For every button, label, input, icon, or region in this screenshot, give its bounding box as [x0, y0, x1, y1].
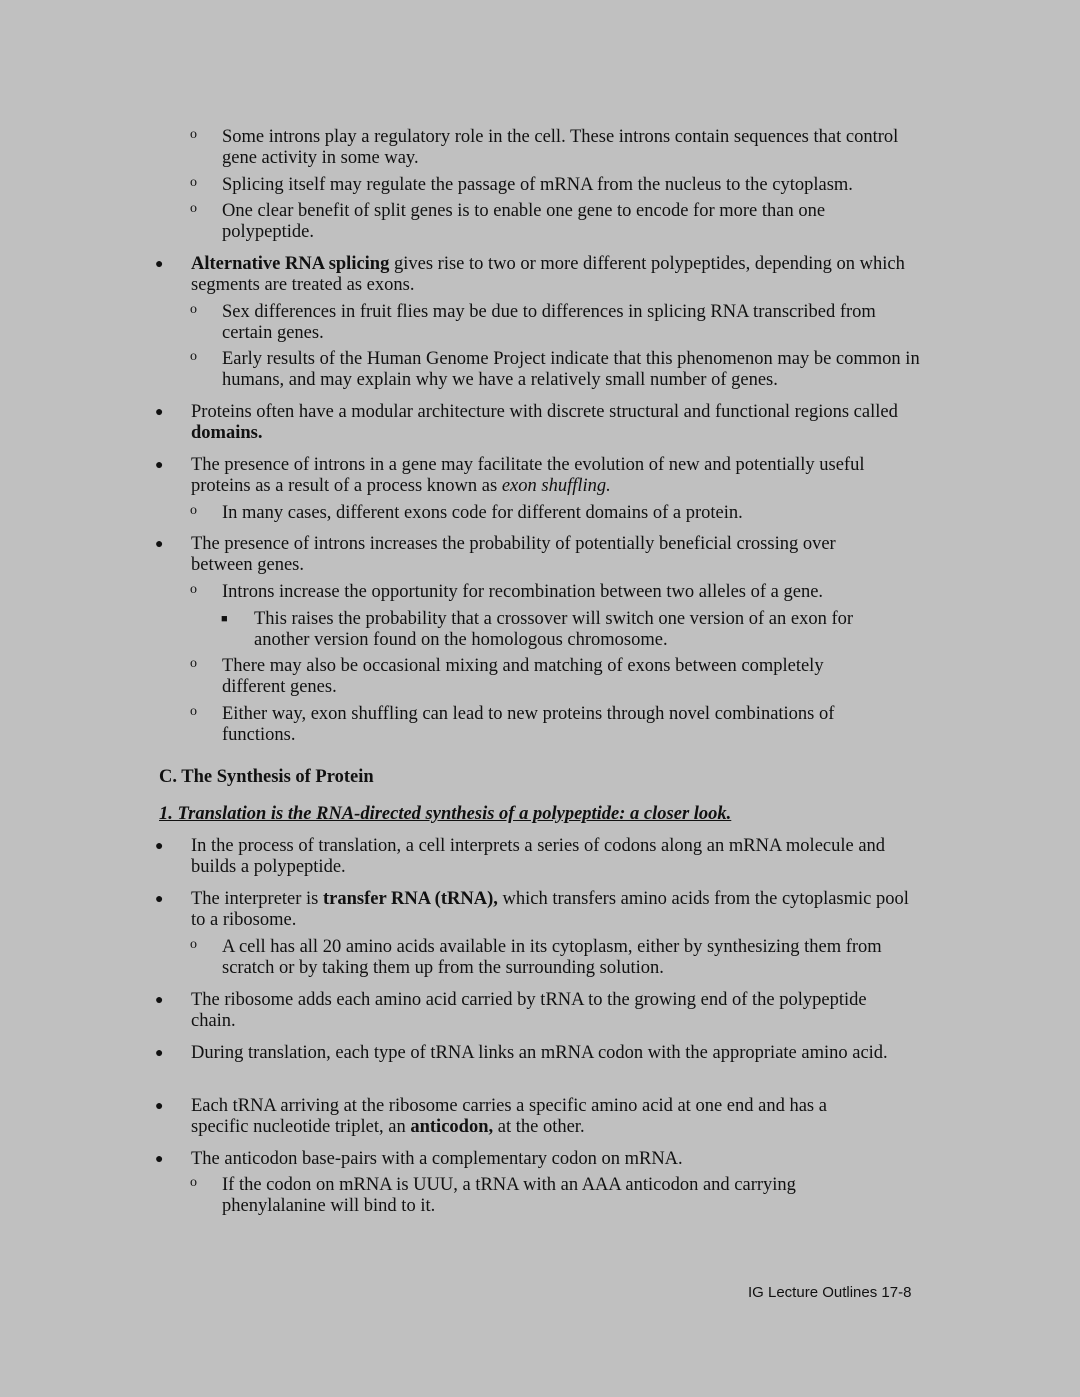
- list-item: The ribosome adds each amino acid carried by tRNA to the growing end of the polypeptide chain.: [191, 990, 867, 1031]
- bullet-marker: ●: [155, 537, 164, 552]
- list-item: Alternative RNA splicing gives rise to two or more different polypeptides, depending on which segments are treated as exons.: [191, 254, 905, 295]
- bullet-marker: ●: [155, 993, 164, 1008]
- bullet-marker: ●: [155, 1152, 164, 1167]
- list-item: This raises the probability that a crossover will switch one version of an exon for another version found on the homologous chromosome.: [254, 609, 854, 650]
- bullet-marker: ●: [155, 892, 164, 907]
- bullet-marker: o: [190, 656, 197, 671]
- bullet-marker: ■: [221, 613, 228, 625]
- bullet-marker: o: [190, 349, 197, 364]
- bullet-marker: o: [190, 201, 197, 216]
- bullet-marker: ●: [155, 458, 164, 473]
- list-item: In the process of translation, a cell interprets a series of codons along an mRNA molecule and builds a polypeptide.: [191, 836, 886, 877]
- term: exon shuffling.: [501, 476, 611, 496]
- list-item: A cell has all 20 amino acids available in its cytoplasm, either by synthesizing them from scratch or by taking them up from the surrounding solution.: [222, 937, 882, 978]
- list-item: Splicing itself may regulate the passage of mRNA from the nucleus to the cytoplasm.: [222, 175, 853, 195]
- bullet-marker: o: [190, 937, 197, 952]
- bullet-marker: ●: [155, 839, 164, 854]
- list-item: Introns increase the opportunity for recombination between two alleles of a gene.: [222, 582, 824, 602]
- list-item: Sex differences in fruit flies may be due to differences in splicing RNA transcribed from certain genes.: [222, 302, 876, 343]
- list-item: Some introns play a regulatory role in the cell. These introns contain sequences that control gene activity in some way.: [222, 127, 899, 168]
- term: Alternative RNA splicing: [191, 254, 390, 274]
- list-item: There may also be occasional mixing and matching of exons between completely different genes.: [222, 656, 824, 697]
- bullet-marker: ●: [155, 1099, 164, 1114]
- list-item: If the codon on mRNA is UUU, a tRNA with an AAA anticodon and carrying phenylalanine will bind to it.: [222, 1175, 796, 1216]
- bullet-marker: ●: [155, 405, 164, 420]
- bullet-marker: o: [190, 302, 197, 317]
- list-item: In many cases, different exons code for different domains of a protein.: [222, 503, 743, 523]
- bullet-marker: o: [190, 704, 197, 719]
- bullet-marker: o: [190, 503, 197, 518]
- bullet-marker: o: [190, 175, 197, 190]
- page-footer: IG Lecture Outlines 17-8: [748, 1284, 912, 1301]
- section-heading: C. The Synthesis of Protein: [159, 767, 374, 787]
- term: anticodon,: [410, 1117, 494, 1137]
- bullet-marker: o: [190, 1175, 197, 1190]
- term: transfer RNA (tRNA),: [323, 889, 498, 909]
- list-item: Early results of the Human Genome Project indicate that this phenomenon may be common in humans, and may explain why we have a relatively small number of genes.: [222, 349, 920, 390]
- subsection-heading: 1. Translation is the RNA-directed synthesis of a polypeptide: a closer look.: [159, 804, 732, 824]
- list-item: The anticodon base-pairs with a complementary codon on mRNA.: [191, 1149, 683, 1169]
- term: domains.: [191, 423, 263, 443]
- bullet-marker: ●: [155, 1046, 164, 1061]
- list-item: Proteins often have a modular architecture with discrete structural and functional regions called domains.: [191, 402, 898, 443]
- list-item: During translation, each type of tRNA links an mRNA codon with the appropriate amino acid.: [191, 1043, 888, 1063]
- list-item: The interpreter is transfer RNA (tRNA), which transfers amino acids from the cytoplasmic pool to a ribosome.: [191, 889, 909, 930]
- bullet-marker: o: [190, 127, 197, 142]
- bullet-marker: o: [190, 582, 197, 597]
- list-item: One clear benefit of split genes is to enable one gene to encode for more than one polypeptide.: [222, 201, 826, 242]
- list-item: The presence of introns increases the probability of potentially beneficial crossing over between genes.: [191, 534, 836, 575]
- bullet-marker: ●: [155, 257, 164, 272]
- list-item: Either way, exon shuffling can lead to new proteins through novel combinations of functions.: [222, 704, 835, 745]
- list-item: The presence of introns in a gene may facilitate the evolution of new and potentially useful proteins as a result of a process known as exon shuffling.: [191, 455, 865, 496]
- list-item: Each tRNA arriving at the ribosome carries a specific amino acid at one end and has a specific nucleotide triplet, an anticodon, at the other.: [191, 1096, 827, 1137]
